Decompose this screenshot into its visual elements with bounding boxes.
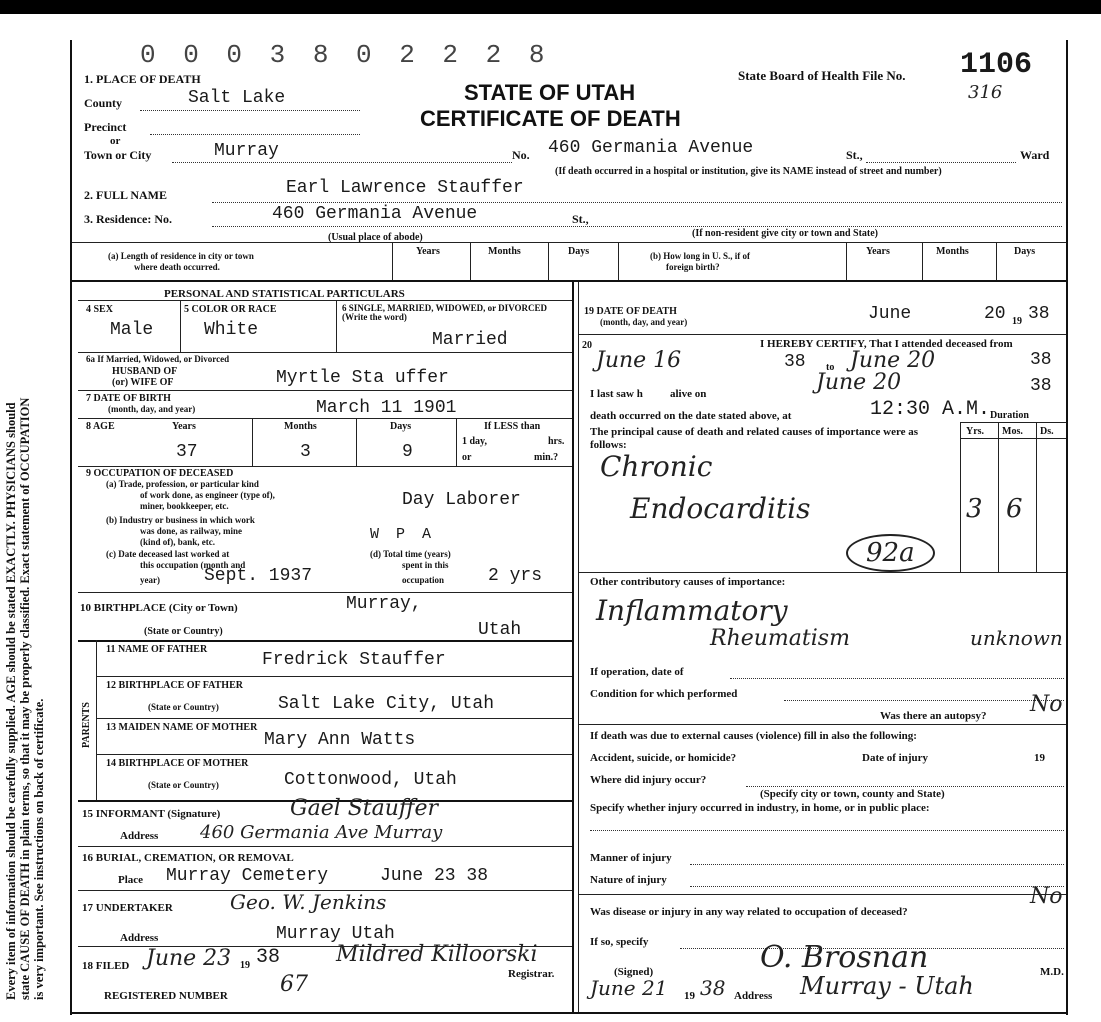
residence-line [212, 226, 1062, 227]
rule [998, 422, 999, 572]
rule [96, 718, 572, 719]
undertaker-address-value: Murray Utah [276, 924, 395, 944]
father-value: Fredrick Stauffer [262, 650, 446, 670]
sex-value: Male [110, 320, 154, 340]
physician-address-label: Address [734, 990, 773, 1002]
rule [78, 640, 572, 642]
side-note-line: is very important. See instructions on back of certificate. [32, 698, 46, 1000]
death-year-prefix: 19 [1012, 316, 1022, 327]
occupation-a3-label: miner, bookkeeper, etc. [140, 501, 229, 511]
rule [392, 242, 393, 280]
cause-duration-yrs: 3 [966, 494, 983, 524]
marital-value: Married [432, 330, 508, 350]
attended-from: June 16 [596, 348, 682, 373]
marital-label: 6 SINGLE, MARRIED, WIDOWED, or DIVORCED (Write the word) [342, 303, 548, 322]
nonresident-note: (If non-resident give city or town and State) [692, 228, 879, 239]
residence-st-label: St., [572, 212, 589, 226]
color-value: White [204, 320, 259, 340]
where-line [746, 786, 1064, 787]
where-injury-label: Where did injury occur? [590, 774, 707, 786]
alive-on-label: alive on [670, 388, 707, 400]
sign-year: 38 [700, 976, 726, 1000]
rule [96, 754, 572, 755]
days-header: Days [1014, 246, 1036, 257]
side-note-line: Every item of information should be carefully supplied. AGE should be stated EXACTLY. PHYSICIANS should [4, 402, 18, 1000]
duration-mos-header: Mos. [1002, 426, 1023, 437]
rule [78, 418, 572, 419]
nature-label: Nature of injury [590, 874, 667, 886]
undertaker-signature: Geo. W. Jenkins [230, 890, 387, 914]
county-value: Salt Lake [188, 88, 286, 108]
full-name-line [212, 202, 1062, 203]
other-causes-label: Other contributory causes of importance: [590, 576, 786, 588]
column-divider [572, 282, 574, 1012]
total-time-label: (d) Total time (years) [370, 549, 451, 559]
if-so-specify-label: If so, specify [590, 936, 649, 948]
one-day-label: 1 day, [462, 436, 488, 447]
burial-label: 16 BURIAL, CREMATION, OR REMOVAL [82, 852, 294, 864]
scan-border-top [0, 0, 1101, 14]
rule [578, 572, 1066, 573]
md-label: M.D. [1040, 966, 1064, 978]
parents-label: PARENTS [81, 702, 92, 748]
industry-label: (b) Industry or business in which work [106, 515, 255, 525]
county-line [140, 110, 360, 111]
length-residence-label2: where death occurred. [134, 262, 220, 272]
dob-label: 7 DATE OF BIRTH [86, 393, 171, 404]
county-label: County [84, 96, 123, 110]
cause-line1: Chronic [600, 450, 713, 483]
undertaker-label: 17 UNDERTAKER [82, 902, 173, 914]
precinct-label: Precinct [84, 120, 127, 134]
column-divider [578, 282, 579, 1012]
specify-line [590, 830, 1064, 831]
total-time-label3: occupation [402, 575, 445, 585]
filed-date: June 23 [146, 946, 232, 971]
other-cause-line1: Inflammatory [596, 594, 788, 627]
usual-abode-note: (Usual place of abode) [328, 232, 423, 243]
side-instructions [4, 0, 46, 1000]
rule [78, 352, 572, 353]
informant-signature: Gael Stauffer [290, 796, 439, 821]
rule [356, 418, 357, 466]
title-state: STATE OF UTAH [464, 80, 636, 105]
last-worked-label2: this occupation (month and [140, 560, 246, 570]
occupation-label: 9 OCCUPATION OF DECEASED [86, 468, 234, 479]
rule [1036, 422, 1037, 572]
burial-place-label: Place [118, 874, 144, 886]
father-label: 11 NAME OF FATHER [106, 644, 208, 655]
cause-line2: Endocarditis [630, 492, 811, 525]
occupation-related-label: Was disease or injury in any way related to occupation of deceased? [590, 906, 908, 918]
or-label: or [462, 452, 472, 463]
mother-bp-sub: (State or Country) [148, 780, 219, 790]
serial-number: 0 0 0 3 8 0 2 2 2 8 [140, 40, 551, 70]
street-value: 460 Germania Avenue [548, 138, 754, 158]
injury-year-prefix: 19 [1034, 752, 1045, 764]
condition-label: Condition for which performed [590, 688, 738, 700]
rule [72, 242, 1066, 243]
frame-left [70, 40, 72, 1015]
years-header: Years [416, 246, 440, 257]
industry-value: W P A [370, 526, 436, 543]
autopsy-label: Was there an autopsy? [880, 710, 987, 722]
last-worked-label: (c) Date deceased last worked at [106, 549, 230, 559]
informant-label: 15 INFORMANT (Signature) [82, 808, 221, 820]
total-time-label2: spent in this [402, 560, 449, 570]
full-name-label: 2. FULL NAME [84, 188, 168, 202]
age-months-label: Months [284, 421, 317, 432]
ward-label: Ward [1020, 148, 1050, 162]
sign-date: June 21 [590, 976, 668, 1000]
specify-whether-label: Specify whether injury occurred in industry, in home, or in public place: [590, 802, 930, 814]
rule [960, 438, 1066, 439]
rule [846, 242, 847, 280]
death-year: 38 [1028, 304, 1050, 324]
cause-duration-mos: 6 [1006, 494, 1023, 524]
autopsy-answer: No [1030, 692, 1063, 717]
father-birthplace-label: 12 BIRTHPLACE OF FATHER [106, 680, 243, 691]
undertaker-address-label: Address [120, 932, 159, 944]
rule [922, 242, 923, 280]
other-cause-line2: Rheumatism [710, 626, 850, 651]
file-number-label: State Board of Health File No. [738, 68, 906, 83]
cause-label: The principal cause of death and related causes of importance were as follows: [590, 426, 919, 451]
date-of-death-sub: (month, day, and year) [600, 317, 688, 327]
burial-date-value: June 23 38 [380, 866, 489, 886]
occupation-related-answer: No [1030, 884, 1063, 909]
hrs-label: hrs. [548, 436, 565, 447]
sign-year-prefix: 19 [684, 990, 695, 1002]
spouse-label: 6a If Married, Widowed, or Divorced [86, 354, 230, 364]
dob-sub-label: (month, day, and year) [108, 404, 196, 414]
days-header: Days [568, 246, 590, 257]
rule [78, 846, 572, 847]
operation-label: If operation, date of [590, 666, 684, 678]
months-header: Months [936, 246, 969, 257]
town-line [172, 162, 512, 163]
father-bp-sub: (State or Country) [148, 702, 219, 712]
rule [618, 242, 619, 280]
how-long-us-label: (b) How long in U. S., if of [650, 251, 751, 261]
wife-label: (or) WIFE OF [112, 377, 174, 388]
length-residence-label: (a) Length of residence in city or town [108, 251, 254, 261]
registered-number-label: REGISTERED NUMBER [104, 990, 228, 1002]
town-label: Town or City [84, 148, 152, 162]
age-days-label: Days [390, 421, 412, 432]
rule [78, 300, 572, 301]
rule [78, 592, 572, 593]
age-years-value: 37 [176, 442, 198, 462]
external-causes-note: If death was due to external causes (violence) fill in also the following: [590, 730, 917, 742]
burial-place-value: Murray Cemetery [166, 866, 329, 886]
last-saw-date: June 20 [816, 370, 902, 395]
personal-header: PERSONAL AND STATISTICAL PARTICULARS [164, 288, 405, 300]
less-than-label: If LESS than [484, 421, 541, 432]
mother-label: 13 MAIDEN NAME OF MOTHER [106, 722, 258, 733]
mother-value: Mary Ann Watts [264, 730, 416, 750]
color-label: 5 COLOR OR RACE [184, 304, 277, 315]
residence-label: 3. Residence: No. [84, 212, 172, 226]
or-label: or [110, 135, 121, 147]
registered-number-value: 67 [280, 972, 308, 997]
frame-bottom [70, 1012, 1066, 1014]
rule [578, 724, 1066, 725]
title-certificate: CERTIFICATE OF DEATH [420, 106, 681, 131]
occupation-a-label: (a) Trade, profession, or particular kind [106, 479, 259, 489]
signed-label: (Signed) [614, 966, 654, 978]
rule [96, 676, 572, 677]
certify-text: I HEREBY CERTIFY, That I attended deceased from [760, 338, 1013, 350]
date-of-injury-label: Date of injury [862, 752, 928, 764]
frame-right [1066, 40, 1068, 1015]
to-label: to [826, 362, 835, 373]
registrar-signature: Mildred Killoorski [336, 942, 538, 967]
duration-yrs-header: Yrs. [966, 426, 985, 437]
accident-label: Accident, suicide, or homicide? [590, 752, 737, 764]
rule [78, 466, 572, 467]
dob-value: March 11 1901 [316, 398, 457, 418]
rule [72, 280, 1066, 282]
min-label: min.? [534, 452, 559, 463]
rule [336, 300, 337, 352]
rule [456, 418, 457, 466]
ward-line [866, 162, 1016, 163]
mother-birthplace-label: 14 BIRTHPLACE OF MOTHER [106, 758, 249, 769]
last-saw-label: I last saw h [590, 388, 643, 400]
street-no-label: No. [512, 148, 530, 162]
condition-line [784, 700, 1064, 701]
manner-label: Manner of injury [590, 852, 672, 864]
date-of-death-label: 19 DATE OF DEATH [584, 306, 677, 317]
rule [470, 242, 471, 280]
attended-to-year: 38 [1030, 350, 1052, 370]
total-time-value: 2 yrs [488, 566, 543, 586]
attended-to: June 20 [850, 348, 936, 373]
industry-label3: (kind of), bank, etc. [140, 537, 216, 547]
rule [180, 300, 181, 352]
age-months-value: 3 [300, 442, 311, 462]
informant-address-value: 460 Germania Ave Murray [200, 822, 443, 843]
operation-line [730, 678, 1064, 679]
rule [578, 334, 1066, 335]
full-name-value: Earl Lawrence Stauffer [286, 178, 524, 198]
industry-label2: was done, as railway, mine [140, 526, 243, 536]
rule [960, 422, 1066, 423]
hospital-note: (If death occurred in a hospital or institution, give its NAME instead of street and number) [555, 166, 942, 177]
occupation-value: Day Laborer [402, 490, 521, 510]
age-days-value: 9 [402, 442, 413, 462]
manner-line [690, 864, 1064, 865]
death-month: June [868, 304, 912, 324]
rule [996, 242, 997, 280]
duration-label: Duration [990, 410, 1029, 421]
last-saw-year: 38 [1030, 376, 1052, 396]
informant-address-label: Address [120, 830, 159, 842]
registrar-label: Registrar. [508, 968, 555, 980]
cause-code-circled: 92a [846, 534, 935, 572]
years-header: Years [866, 246, 890, 257]
precinct-line [150, 134, 360, 135]
town-value: Murray [214, 141, 279, 161]
father-birthplace-value: Salt Lake City, Utah [278, 694, 495, 714]
filed-year: 38 [256, 946, 281, 969]
attended-from-year: 38 [784, 352, 806, 372]
side-note-line: state CAUSE OF DEATH in plain terms, so that it may be properly classified. Exact statement of OCCUPATION [18, 397, 32, 1000]
other-cause-duration: unknown [970, 626, 1063, 650]
section-20-label: 20 [582, 340, 592, 351]
death-day: 20 [984, 304, 1006, 324]
rule [252, 418, 253, 466]
rule [548, 242, 549, 280]
last-worked-label3: year) [140, 575, 160, 585]
duration-ds-header: Ds. [1040, 426, 1054, 437]
rule [78, 390, 572, 391]
foreign-birth-label: foreign birth? [666, 262, 720, 272]
birthplace-state-value: Utah [478, 620, 522, 640]
sex-label: 4 SEX [86, 304, 113, 315]
death-occurred-label: death occurred on the date stated above, at [590, 410, 792, 422]
specify-city-note: (Specify city or town, county and State) [760, 788, 945, 800]
residence-value: 460 Germania Avenue [272, 204, 478, 224]
st-label: St., [846, 148, 863, 162]
mother-birthplace-value: Cottonwood, Utah [284, 770, 457, 790]
age-label: 8 AGE [86, 421, 115, 432]
nature-line [690, 886, 1064, 887]
rule [96, 640, 97, 800]
birthplace-city-value: Murray, [346, 594, 422, 614]
filed-year-prefix: 19 [240, 960, 250, 971]
physician-address-value: Murray - Utah [800, 972, 974, 1000]
file-number: 1106 [960, 48, 1033, 82]
months-header: Months [488, 246, 521, 257]
time-of-death: 12:30 A.M. [870, 398, 991, 421]
rule [578, 894, 1066, 895]
filed-label: 18 FILED [82, 960, 130, 972]
place-of-death-label: 1. PLACE OF DEATH [84, 72, 201, 86]
age-years-label: Years [172, 421, 196, 432]
last-worked-value: Sept. 1937 [204, 566, 313, 586]
occupation-a2-label: of work done, as engineer (type of), [140, 490, 275, 500]
husband-label: HUSBAND OF [112, 366, 178, 377]
birthplace-label: 10 BIRTHPLACE (City or Town) [80, 602, 238, 614]
rule [960, 422, 961, 572]
physician-signature: O. Brosnan [760, 940, 929, 975]
state-country-label: (State or Country) [144, 626, 223, 637]
spouse-value: Myrtle Sta uffer [276, 368, 449, 388]
file-number-secondary: 316 [968, 82, 1003, 103]
